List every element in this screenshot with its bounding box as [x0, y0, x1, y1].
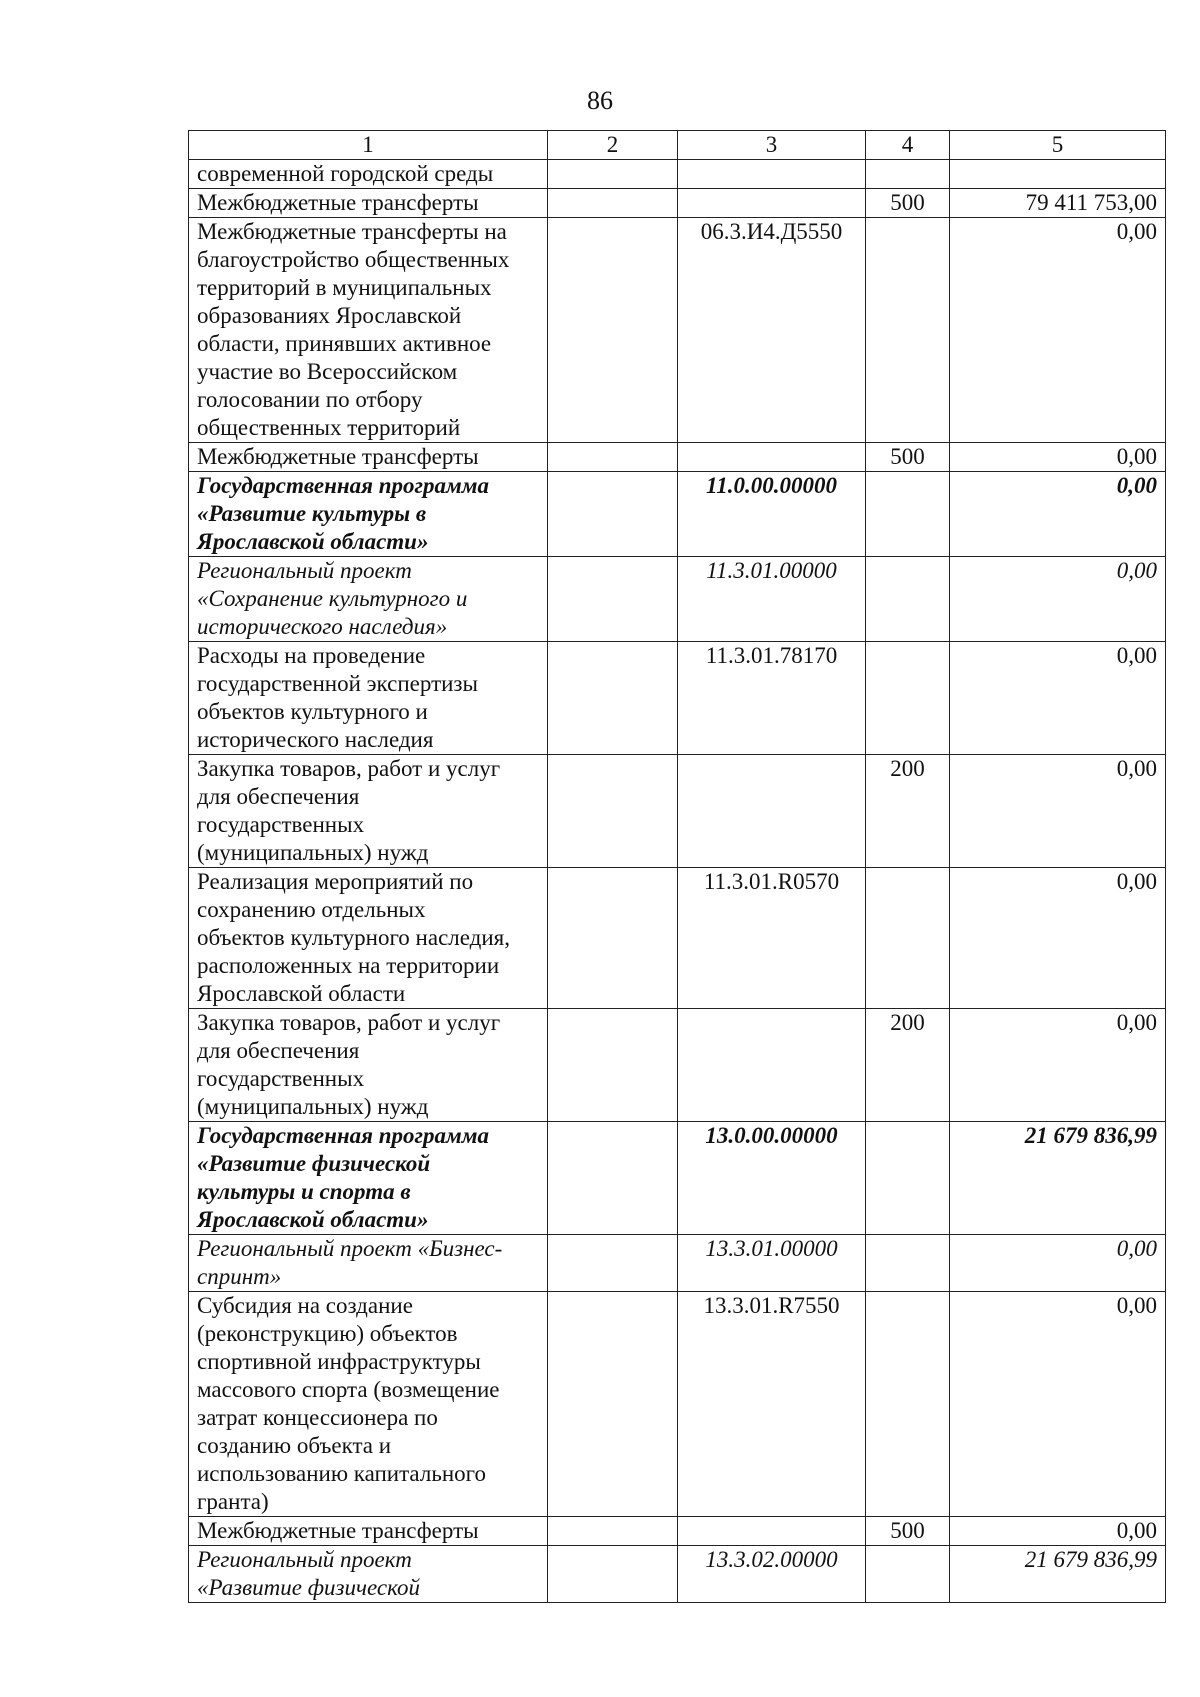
table-row	[189, 557, 1166, 642]
row-amount-cell: 0,00	[950, 218, 1166, 443]
table-row	[189, 189, 1166, 218]
row-code-cell: 13.0.00.00000	[678, 1122, 866, 1235]
table-row	[189, 218, 1166, 443]
row-expense-type-cell: 500	[866, 1517, 950, 1546]
row-expense-type-cell	[866, 868, 950, 1009]
row-expense-type-cell	[866, 218, 950, 443]
table-row	[189, 868, 1166, 1009]
row-code-cell	[678, 160, 866, 189]
row-code-cell: 11.3.01.00000	[678, 557, 866, 642]
table-row	[189, 1235, 1166, 1292]
row-name-cell: Реализация мероприятий по сохранению отдельных объектов культурного наследия, расположенных на территории Ярославской области	[189, 868, 548, 1009]
row-code-cell: 06.3.И4.Д5550	[678, 218, 866, 443]
row-amount-cell: 0,00	[950, 1009, 1166, 1122]
column-header-5: 5	[950, 131, 1166, 160]
column-header-3: 3	[678, 131, 866, 160]
row-amount-cell: 0,00	[950, 868, 1166, 1009]
table-row	[189, 1009, 1166, 1122]
row-name-cell: Региональный проект «Бизнес- спринт»	[189, 1235, 548, 1292]
row-expense-type-cell	[866, 557, 950, 642]
row-code-cell	[678, 1009, 866, 1122]
row-amount-cell: 0,00	[950, 443, 1166, 472]
table-row	[189, 1546, 1166, 1603]
row-amount-cell: 0,00	[950, 472, 1166, 557]
row-expense-type-cell: 500	[866, 443, 950, 472]
table-row	[189, 443, 1166, 472]
row-amount-cell: 79 411 753,00	[950, 189, 1166, 218]
row-amount-cell: 0,00	[950, 1235, 1166, 1292]
row-name-cell: Субсидия на создание (реконструкцию) объектов спортивной инфраструктуры массового спорта (возмещение затрат концессионера по созданию объекта и использованию капитального гранта)	[189, 1292, 548, 1517]
row-name-cell: Региональный проект «Развитие физической	[189, 1546, 548, 1603]
row-amount-cell: 0,00	[950, 642, 1166, 755]
row-expense-type-cell	[866, 642, 950, 755]
row-amount-cell: 21 679 836,99	[950, 1546, 1166, 1603]
row-expense-type-cell: 500	[866, 189, 950, 218]
row-code-cell: 13.3.01.R7550	[678, 1292, 866, 1517]
row-name-cell: Региональный проект «Сохранение культурного и исторического наследия»	[189, 557, 548, 642]
row-col2-cell	[548, 189, 678, 218]
row-col2-cell	[548, 868, 678, 1009]
table-row	[189, 160, 1166, 189]
row-col2-cell	[548, 218, 678, 443]
row-code-cell	[678, 189, 866, 218]
row-code-cell: 13.3.01.00000	[678, 1235, 866, 1292]
row-name-cell: Межбюджетные трансферты на благоустройство общественных территорий в муниципальных образованиях Ярославской области, принявших активное участие во Всероссийском голосовании по отбору общественных территорий	[189, 218, 548, 443]
row-code-cell: 11.3.01.78170	[678, 642, 866, 755]
row-col2-cell	[548, 1517, 678, 1546]
row-col2-cell	[548, 472, 678, 557]
table-row	[189, 755, 1166, 868]
row-amount-cell	[950, 160, 1166, 189]
row-expense-type-cell	[866, 1235, 950, 1292]
row-col2-cell	[548, 1009, 678, 1122]
row-amount-cell: 0,00	[950, 1292, 1166, 1517]
row-name-cell: Межбюджетные трансферты	[189, 443, 548, 472]
row-col2-cell	[548, 1546, 678, 1603]
row-col2-cell	[548, 1235, 678, 1292]
row-name-cell: Закупка товаров, работ и услуг для обеспечения государственных (муниципальных) нужд	[189, 1009, 548, 1122]
table-row	[189, 1292, 1166, 1517]
table-row	[189, 1122, 1166, 1235]
row-name-cell: Закупка товаров, работ и услуг для обеспечения государственных (муниципальных) нужд	[189, 755, 548, 868]
row-name-cell: современной городской среды	[189, 160, 548, 189]
row-col2-cell	[548, 557, 678, 642]
row-name-cell: Государственная программа «Развитие культуры в Ярославской области»	[189, 472, 548, 557]
row-name-cell: Межбюджетные трансферты	[189, 189, 548, 218]
budget-table-body	[189, 131, 1166, 1603]
row-expense-type-cell	[866, 1122, 950, 1235]
column-header-1: 1	[189, 131, 548, 160]
page-number: 86	[587, 86, 613, 115]
row-name-cell: Расходы на проведение государственной экспертизы объектов культурного и исторического наследия	[189, 642, 548, 755]
row-col2-cell	[548, 160, 678, 189]
row-expense-type-cell: 200	[866, 1009, 950, 1122]
column-header-4: 4	[866, 131, 950, 160]
row-expense-type-cell: 200	[866, 755, 950, 868]
row-expense-type-cell	[866, 1292, 950, 1517]
table-row	[189, 642, 1166, 755]
row-code-cell: 11.0.00.00000	[678, 472, 866, 557]
budget-table	[188, 130, 1166, 1603]
row-col2-cell	[548, 642, 678, 755]
column-header-2: 2	[548, 131, 678, 160]
row-amount-cell: 0,00	[950, 557, 1166, 642]
row-col2-cell	[548, 1292, 678, 1517]
row-code-cell: 13.3.02.00000	[678, 1546, 866, 1603]
row-expense-type-cell	[866, 472, 950, 557]
table-row	[189, 472, 1166, 557]
row-code-cell	[678, 1517, 866, 1546]
row-name-cell: Межбюджетные трансферты	[189, 1517, 548, 1546]
row-amount-cell: 21 679 836,99	[950, 1122, 1166, 1235]
row-code-cell	[678, 755, 866, 868]
row-code-cell: 11.3.01.R0570	[678, 868, 866, 1009]
row-col2-cell	[548, 443, 678, 472]
row-amount-cell: 0,00	[950, 1517, 1166, 1546]
row-col2-cell	[548, 1122, 678, 1235]
table-row	[189, 1517, 1166, 1546]
row-col2-cell	[548, 755, 678, 868]
row-code-cell	[678, 443, 866, 472]
row-expense-type-cell	[866, 1546, 950, 1603]
row-name-cell: Государственная программа «Развитие физической культуры и спорта в Ярославской области»	[189, 1122, 548, 1235]
table-header-row	[189, 131, 1166, 160]
row-amount-cell: 0,00	[950, 755, 1166, 868]
row-expense-type-cell	[866, 160, 950, 189]
